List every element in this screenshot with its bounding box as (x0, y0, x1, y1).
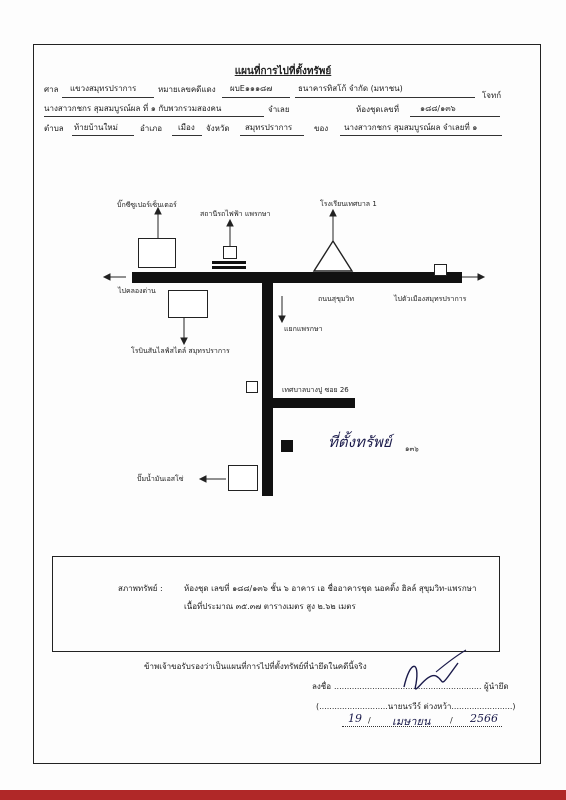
property-line-1: ห้องชุด เลขที่ ๑๘๘/๑๓๖ ชั้น ๖ อาคาร เอ ชื่ออาคารชุด นอคติ้ง ฮิลล์ สุขุมวิท-แพรกษา (184, 584, 477, 593)
owner-value: นางสาวกชกร สุมสมบูรณ์ผล จำเลยที่ ๑ (344, 123, 478, 132)
owner-label: ของ (314, 124, 329, 133)
school-label: โรงเรียนเทศบาล 1 (320, 200, 377, 208)
court-value: แขวงสมุทรปราการ (70, 84, 137, 93)
robinson-label: โรบินสันไลฟ์สไตล์ สมุทรปราการ (131, 347, 230, 355)
district-label: อำเภอ (140, 124, 163, 133)
case-label: หมายเลขคดีแดง (158, 85, 216, 94)
sign-role: ผู้นำยึด (484, 682, 509, 691)
province-value: สมุทรปราการ (245, 123, 293, 132)
case-value: ผบE๑๑๑๘๗ (230, 84, 273, 93)
signer-name: (...........................นายนรวีร์ ต่วงหว้า........................) (316, 702, 516, 711)
date-dotted-line (342, 726, 502, 727)
province-label: จังหวัด (206, 124, 230, 133)
phraeksa-junction-label: แยกแพรกษา (284, 325, 323, 333)
defendant-label: จำเลย (268, 105, 290, 114)
date-sep-1: / (368, 716, 371, 725)
district-value: เมือง (178, 123, 195, 132)
page-title: แผนที่การไปที่ตั้งทรัพย์ (234, 66, 332, 77)
date-sep-2: / (450, 716, 453, 725)
date-day: 19 (348, 712, 362, 725)
subdistrict-value: ท้ายบ้านใหม่ (74, 123, 118, 132)
soi-label: เทศบาลบางปู ซอย 26 (282, 386, 349, 394)
plaintiff-value: ธนาคารทิสโก้ จำกัด (มหาชน) (298, 84, 403, 93)
date-month: เมษายน (392, 715, 431, 728)
big-c-label: บิ๊กซีซูเปอร์เซ็นเตอร์ (117, 201, 177, 209)
property-label: สภาพทรัพย์ : (118, 584, 163, 593)
to-khlong-dan-label: ไปคลองด่าน (118, 287, 156, 295)
sign-dots: .......................................................... (334, 682, 482, 691)
site-handwritten-label: ที่ตั้งทรัพย์ (328, 433, 392, 451)
subdistrict-label: ตำบล (44, 124, 64, 133)
property-line-2: เนื้อที่ประมาณ ๓๕.๓๗ ตารางเมตร สูง ๒.๖๒ เมตร (184, 602, 356, 611)
bts-label: สถานีรถไฟฟ้า แพรกษา (200, 210, 271, 218)
certify-statement: ข้าพเจ้าขอรับรองว่าเป็นแผนที่การไปที่ตั้งทรัพย์ที่นำยึดในคดีนี้จริง (144, 662, 367, 671)
sign-label: ลงชื่อ (312, 682, 332, 691)
unit-value: ๑๘๘/๑๓๖ (420, 104, 456, 113)
court-label: ศาล (44, 85, 59, 94)
footer-stripe (0, 790, 566, 800)
site-number-label: ๑๓๖ (405, 445, 419, 453)
unit-label: ห้องชุดเลขที่ (356, 105, 399, 114)
date-year: 2566 (470, 712, 498, 725)
sukhumvit-label: ถนนสุขุมวิท (318, 295, 355, 303)
to-samut-prakan-label: ไปตัวเมืองสมุทรปราการ (394, 295, 467, 303)
defendant-value: นางสาวกชกร สุมสมบูรณ์ผล ที่ ๑ กับพวกรวมสองคน (44, 104, 222, 113)
gas-station-label: ปั๊มน้ำมันเอสโซ่ (137, 475, 184, 483)
plaintiff-label: โจทก์ (482, 91, 502, 100)
